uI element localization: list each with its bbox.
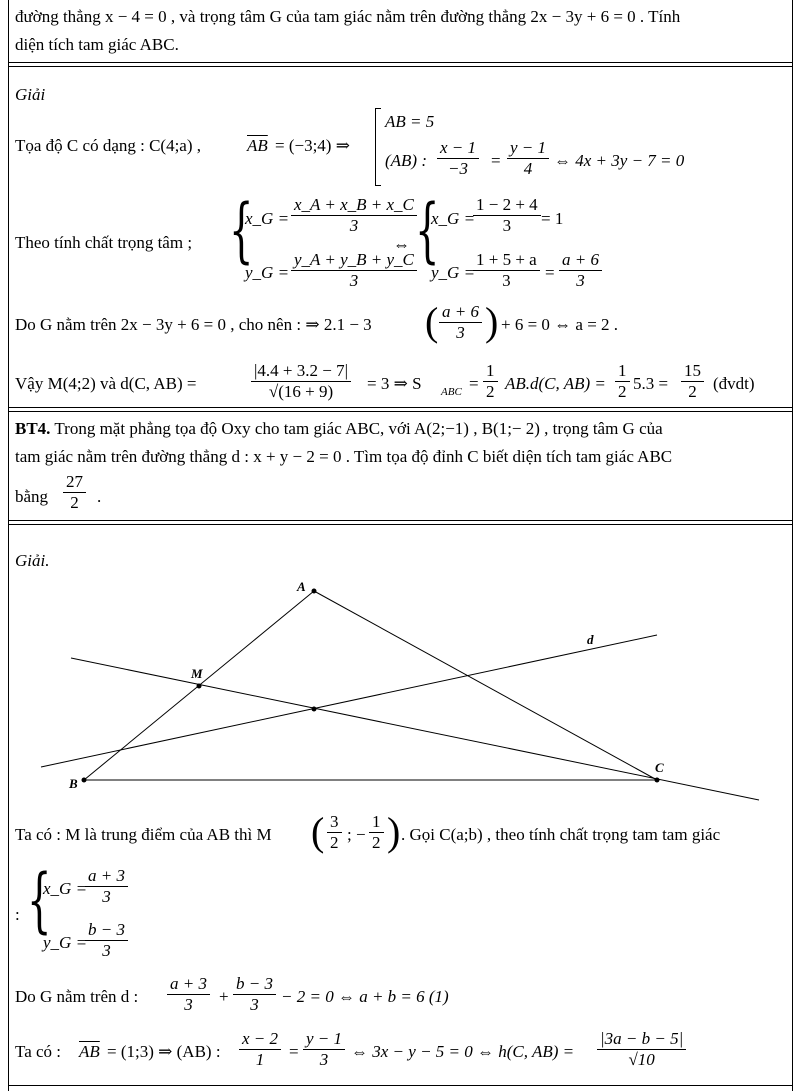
fraction: $\frac{1}{2}$ [613, 361, 632, 402]
vector-ab: $\overline{AB}$ [79, 1042, 100, 1061]
point-b [82, 778, 87, 783]
divider [9, 1085, 792, 1086]
fraction: $\frac{b - 3}{3}$ [231, 974, 278, 1015]
label-a: A [297, 579, 306, 594]
fraction: $\frac{1 - 2 + 4}{3}$ [471, 195, 543, 236]
paren: ( [425, 299, 439, 344]
yg-label: y_G = [431, 263, 476, 282]
divider [9, 66, 792, 67]
document-page [8, 0, 793, 1091]
segment-ac [314, 591, 657, 780]
sol2-line4-mid: = (1;3) ⇒ (AB) : [107, 1042, 221, 1061]
fraction: $\frac{x - 1}{-3}$ [435, 138, 481, 179]
fraction: $\frac{x - 2}{1}$ [237, 1029, 283, 1070]
divider [9, 520, 792, 521]
paren: ( [311, 809, 325, 854]
paren: ) [485, 299, 499, 344]
sol1-line4-mid3: 5.3 = [633, 374, 669, 393]
bt4-line-3-prefix: bằng [15, 487, 49, 506]
yg-label: y_G = [43, 933, 88, 952]
sol1-line1-tail: ⇔ 4x + 3y − 7 = 0 [554, 151, 685, 170]
yg-label: y_G = [245, 263, 290, 282]
label-m: M [191, 666, 203, 681]
fraction: $\frac{b - 3}{3}$ [83, 920, 130, 961]
brace: { [229, 189, 254, 271]
sol1-line1-prefix: Tọa độ C có dạng : C(4;a) , [15, 136, 202, 155]
fraction: $\frac{a + 6}{3}$ [437, 302, 484, 343]
sol1-sys-line1: AB = 5 [385, 112, 435, 131]
divider [9, 407, 792, 408]
colon: : [15, 905, 20, 924]
plus: + [219, 987, 229, 1006]
xg-label: x_G = [245, 209, 290, 228]
divider [9, 524, 792, 525]
fraction: $\frac{a + 6}{3}$ [557, 250, 604, 291]
point-c [655, 778, 660, 783]
fraction: $\frac{y\_A + y\_B + y\_C}{3}$ [289, 250, 419, 291]
paren: ) [387, 809, 401, 854]
subscript: ABC [441, 386, 462, 398]
sol1-line1-mid: = (−3;4) ⇒ [275, 136, 350, 155]
sol2-line3-prefix: Do G nằm trên d : [15, 987, 139, 1006]
label-d: d [587, 632, 594, 647]
point-m [197, 684, 202, 689]
xg-label: x_G = [43, 879, 88, 898]
point-a [312, 589, 317, 594]
problem-text-line-2: diện tích tam giác ABC. [15, 35, 179, 54]
divider [9, 411, 792, 412]
sol1-line2-prefix: Theo tính chất trọng tâm ; [15, 233, 193, 252]
fraction: $\frac{15}{2}$ [679, 361, 706, 402]
fraction: $\frac{1}{2}$ [481, 361, 500, 402]
brace: { [415, 189, 440, 271]
label-c: C [655, 760, 664, 775]
label-b: B [69, 776, 78, 791]
xg-label: x_G = [431, 209, 476, 228]
equals: = [289, 1042, 299, 1061]
separator: ; − [347, 825, 366, 844]
xg-value: = 1 [541, 209, 564, 228]
problem-text-line-1: đường thẳng x − 4 = 0 , và trọng tâm G của tam giác nằm trên đường thẳng 2x − 3y + 6 = 0 . Tính [15, 7, 681, 26]
fraction: $\frac{x\_A + x\_B + x\_C}{3}$ [289, 195, 419, 236]
sol2-line3-tail: − 2 = 0 ⇔ a + b = 6 (1) [281, 987, 449, 1006]
sol1-sys-line2-label: (AB) : [385, 151, 428, 170]
bt4-line-1: BT4. Trong mặt phẳng tọa độ Oxy cho tam giác ABC, với A(2;−1) , B(1;− 2) , trọng tâm G của [15, 419, 663, 438]
sol1-line4-mid: = 3 ⇒ S [367, 374, 422, 393]
fraction: $\frac{27}{2}$ [61, 472, 88, 513]
fraction: $\frac{1 + 5 + a}{3}$ [471, 250, 542, 291]
bt4-line-2: tam giác nằm trên đường thẳng d : x + y − 2 = 0 . Tìm tọa độ đỉnh C biết diện tích tam giác ABC [15, 447, 673, 466]
sol2-line4-prefix: Ta có : [15, 1042, 62, 1061]
unit: (đvdt) [713, 374, 755, 393]
vector-ab: $\overline{AB}$ [247, 136, 268, 155]
equals: = [491, 151, 501, 170]
sol2-line1-tail: . Gọi C(a;b) , theo tính chất trọng tam tam giác [401, 825, 721, 844]
sol1-line3-prefix: Do G nằm trên 2x − 3y + 6 = 0 , cho nên : ⇒ 2.1 − 3 [15, 315, 372, 334]
point-g [312, 707, 317, 712]
fraction: $\frac{|4.4 + 3.2 - 7|}{√(16 + 9)}$ [249, 361, 353, 402]
fraction: $\frac{1}{2}$ [367, 812, 386, 853]
fraction: $\frac{y - 1}{3}$ [301, 1029, 347, 1070]
iff: ⇔ [393, 235, 410, 254]
line-d [41, 635, 657, 767]
bracket [375, 108, 381, 186]
fraction: $\frac{y - 1}{4}$ [505, 138, 551, 179]
fraction: $\frac{a + 3}{3}$ [83, 866, 130, 907]
triangle-figure [9, 570, 792, 810]
solution-heading: Giải [15, 85, 46, 104]
equals: = [469, 374, 479, 393]
divider [9, 62, 792, 63]
period: . [97, 487, 102, 506]
sol1-line3-tail: + 6 = 0 ⇔ a = 2 . [501, 315, 619, 334]
sol1-line4-prefix: Vậy M(4;2) và d(C, AB) = [15, 374, 197, 393]
brace: { [27, 859, 52, 941]
equals: = [545, 263, 555, 282]
solution-heading: Giải. [15, 551, 50, 570]
sol2-line4-mid2: ⇔ 3x − y − 5 = 0 ⇔ h(C, AB) = [351, 1042, 575, 1061]
fraction: $\frac{a + 3}{3}$ [165, 974, 212, 1015]
fraction: $\frac{|3a - b - 5|}{√10}$ [595, 1029, 688, 1070]
fraction: $\frac{3}{2}$ [325, 812, 344, 853]
sol2-line1-prefix: Ta có : M là trung điểm của AB thì M [15, 825, 272, 844]
sol1-line4-mid2: AB.d(C, AB) = [505, 374, 606, 393]
